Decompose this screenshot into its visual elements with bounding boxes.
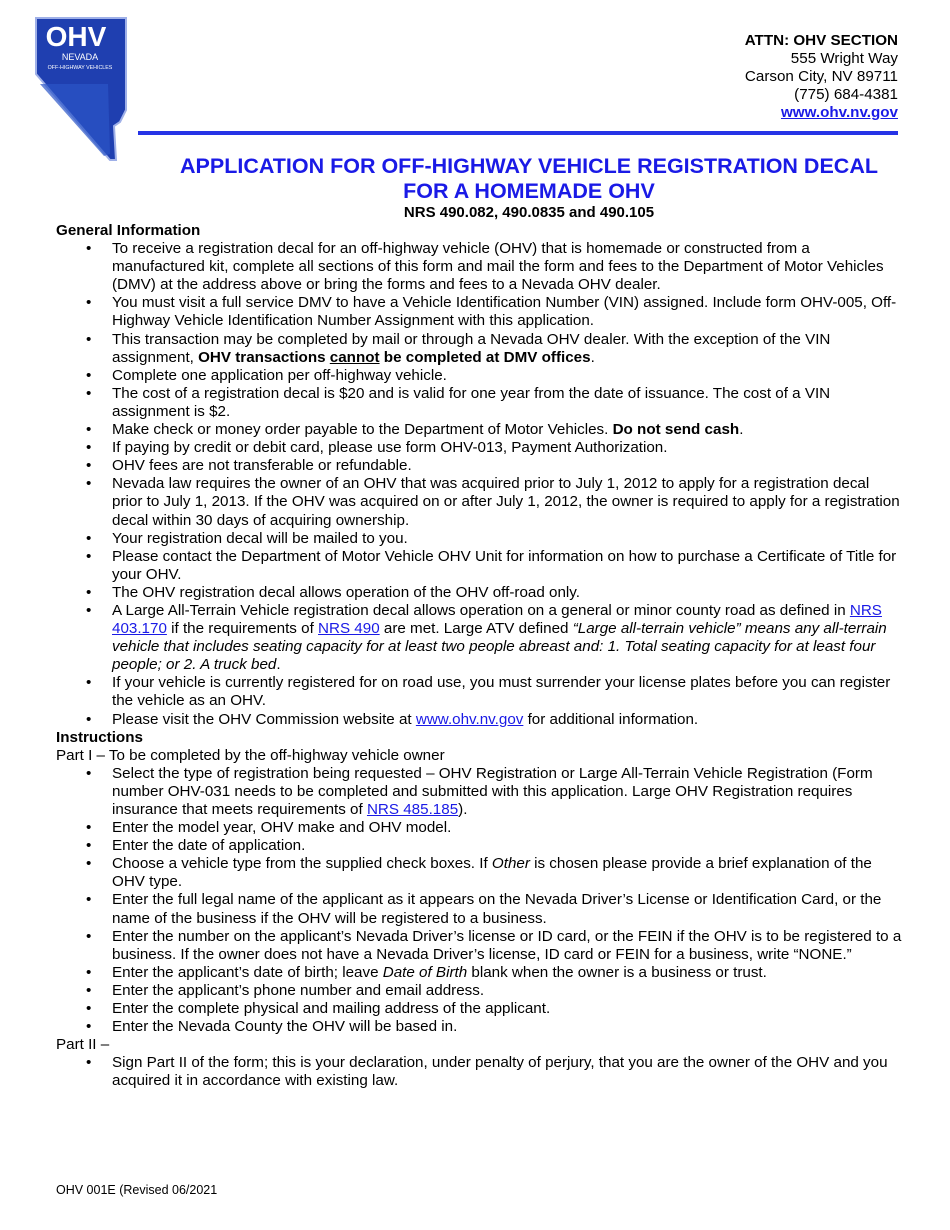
list-item-text: if the requirements of	[166, 620, 319, 638]
attn-line: ATTN: OHV SECTION	[744, 32, 898, 49]
title-line-2: FOR A HOMEMADE OHV	[403, 179, 655, 203]
list-item-text: Make check or money order payable to the Department of Motor Vehicles.	[112, 421, 613, 439]
list-item: • If paying by credit or debit card, please use form OHV-013, Payment Authorization.	[56, 439, 902, 457]
list-item-text: blank when the owner is a business or trust.	[467, 963, 767, 981]
title-line-1: APPLICATION FOR OFF-HIGHWAY VEHICLE REGISTRATION DECAL	[180, 154, 878, 178]
ohv-website-link[interactable]: www.ohv.nv.gov	[415, 710, 524, 728]
main-content	[56, 222, 902, 1091]
website-link[interactable]: www.ohv.nv.gov	[780, 104, 898, 121]
general-info-heading: General Information	[56, 222, 201, 239]
instructions-heading: Instructions	[56, 728, 143, 746]
list-item: • Sign Part II of the form; this is your declaration, under penalty of perjury, that you are the owner of the OHV and you acquired it in accordance with existing law.	[56, 1054, 902, 1090]
list-item-text: are met. Large ATV defined	[379, 620, 573, 638]
general-info-list	[56, 240, 902, 729]
list-item-underline: cannot	[329, 348, 380, 366]
part-1-heading: Part I – To be completed by the off-highway vehicle owner	[56, 746, 445, 764]
list-item: • Enter the Nevada County the OHV will be based in.	[56, 1018, 902, 1036]
list-item-bold: Do not send cash	[612, 421, 740, 439]
city-line: Carson City, NV 89711	[744, 68, 898, 85]
list-item-text: .	[276, 656, 281, 674]
list-item: • If your vehicle is currently registered for on road use, you must surrender your license plates before you can register the vehicle as an OHV.	[56, 674, 902, 710]
part-1-list	[56, 765, 902, 1036]
page-title	[140, 154, 918, 204]
ohv-logo	[30, 14, 128, 162]
list-item: • The OHV registration decal allows operation of the OHV off-road only.	[56, 584, 902, 602]
list-item: • Enter the number on the applicant’s Nevada Driver’s license or ID card, or the FEIN if the OHV is to be registered to a business. If the owner does not have a Nevada Driver’s license, ID card or FEIN for a business, write “NONE.”	[56, 928, 902, 964]
list-item: • Enter the complete physical and mailing address of the applicant.	[56, 1000, 902, 1018]
list-item-bold: OHV transactions	[198, 348, 330, 366]
list-item	[56, 602, 902, 674]
list-item	[56, 765, 902, 819]
list-item: • The cost of a registration decal is $20 and is valid for one year from the date of issuance. The cost of a VIN assignment is $2.	[56, 385, 902, 421]
list-item-italic: Date of Birth	[382, 963, 468, 981]
phone-line: (775) 684-4381	[794, 86, 898, 103]
list-item: • Enter the date of application.	[56, 837, 902, 855]
address-block	[745, 32, 898, 122]
list-item	[56, 964, 902, 982]
list-item	[56, 855, 902, 891]
list-item-text: ).	[458, 801, 468, 818]
list-item: • Enter the full legal name of the applicant as it appears on the Nevada Driver’s License or Identification Card, or the name of the business if the OHV will be registered to a business.	[56, 891, 902, 927]
part-2-list	[56, 1054, 902, 1090]
list-item: • Complete one application per off-highway vehicle.	[56, 367, 902, 385]
list-item: • You must visit a full service DMV to have a Vehicle Identification Number (VIN) assigned. Include form OHV-005, Off-Highway Vehicle Identification Number Assignment with this application.	[56, 294, 902, 330]
nrs-490-link[interactable]: NRS 490	[318, 620, 380, 638]
list-item: • OHV fees are not transferable or refundable.	[56, 457, 902, 475]
list-item-text: .	[590, 348, 595, 366]
header-divider	[138, 131, 898, 135]
list-item: • Please contact the Department of Motor Vehicle OHV Unit for information on how to purchase a Certificate of Title for your OHV.	[56, 548, 902, 584]
logo-text: OHV	[45, 21, 107, 52]
list-item	[56, 421, 902, 439]
list-item: • Your registration decal will be mailed to you.	[56, 530, 902, 548]
list-item: • Nevada law requires the owner of an OHV that was acquired prior to July 1, 2012 to apply for a registration decal prior to July 1, 2013. If the OHV was acquired on or after July 1, 2012, the owner is required to apply for a registration decal within 30 days of acquiring ownership.	[56, 475, 902, 529]
list-item-text: Select the type of registration being requested – OHV Registration or Large All-Terrain Vehicle Registration (Form number OHV-031 needs to be completed and submitted with this application. Large OHV Registration requires insurance that meets requirements of	[112, 764, 873, 818]
list-item-text: for additional information.	[523, 710, 699, 728]
list-item-text: .	[739, 421, 744, 439]
nrs-403-170-link[interactable]: NRS 403.170	[112, 601, 882, 638]
list-item: • Enter the model year, OHV make and OHV model.	[56, 819, 902, 837]
list-item-text: Please visit the OHV Commission website at	[112, 710, 416, 728]
list-item-text: is chosen please provide a brief explanation of the OHV type.	[112, 855, 872, 891]
list-item-text: This transaction may be completed by mail or through a Nevada OHV dealer. With the exception of the VIN assignment,	[112, 330, 831, 366]
form-footer: OHV 001E (Revised 06/2021	[56, 1183, 218, 1197]
list-item: • Enter the applicant’s phone number and email address.	[56, 982, 902, 1000]
part-2-heading: Part II –	[56, 1036, 110, 1054]
logo-subtitle-state: NEVADA	[61, 52, 99, 62]
logo-subtitle-org: OFF-HIGHWAY VEHICLES	[47, 65, 113, 71]
nrs-485-185-link[interactable]: NRS 485.185	[366, 801, 459, 818]
list-item-text: Enter the applicant’s date of birth; leave	[112, 963, 383, 981]
list-item-italic: Other	[491, 855, 530, 873]
large-atv-definition: “Large all-terrain vehicle” means any all-terrain vehicle that includes seating capacity for at least two people abreast and: 1. Total seating capacity for at least four people; or 2. A truck bed	[112, 620, 887, 674]
list-item-text: A Large All-Terrain Vehicle registration decal allows operation on a general or minor county road as defined in	[112, 601, 850, 619]
nevada-state-logo-icon	[30, 14, 128, 162]
list-item-bold: be completed at DMV offices	[379, 348, 591, 366]
list-item: • To receive a registration decal for an off-highway vehicle (OHV) that is homemade or constructed from a manufactured kit, complete all sections of this form and mail the form and fees to the Department of Motor Vehicles (DMV) at the address above or bring the forms and fees to a Nevada OHV dealer.	[56, 240, 902, 294]
street-line: 555 Wright Way	[790, 50, 898, 67]
statute-reference: NRS 490.082, 490.0835 and 490.105	[403, 204, 655, 221]
list-item-text: Choose a vehicle type from the supplied check boxes. If	[112, 855, 492, 873]
list-item	[56, 711, 902, 729]
list-item	[56, 331, 902, 367]
